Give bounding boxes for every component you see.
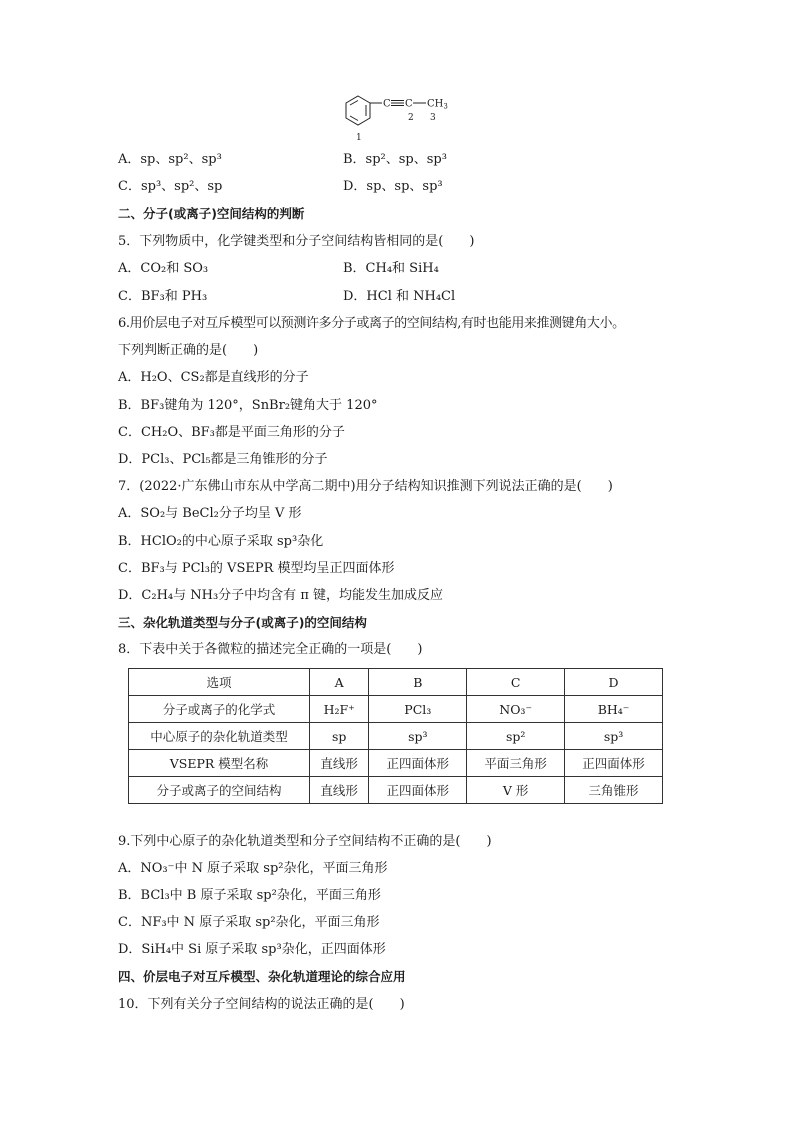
q9-option-c: C．NF₃中 N 原子采取 sp²杂化，平面三角形 (118, 915, 380, 930)
table-cell: 三角锥形 (565, 777, 663, 804)
q4-option-c: C．sp³、sp²、sp (118, 179, 223, 194)
q5-option-c: C．BF₃和 PH₃ (118, 289, 208, 304)
table-cell: PCl₃ (369, 696, 467, 723)
q5-option-a: A．CO₂和 SO₃ (118, 261, 209, 276)
table-cell: NO₃⁻ (467, 696, 565, 723)
table-cell: H₂F⁺ (310, 696, 369, 723)
table-cell: 中心原子的杂化轨道类型 (129, 723, 310, 750)
atom-number-3: 3 (430, 113, 436, 123)
q8-table (128, 668, 663, 804)
table-cell: 直线形 (310, 750, 369, 777)
q7-option-b: B．HClO₂的中心原子采取 sp³杂化 (118, 534, 324, 549)
section-4-heading: 四、价层电子对互斥模型、杂化轨道理论的综合应用 (118, 969, 406, 984)
q4-option-b: B．sp²、sp、sp³ (343, 152, 447, 167)
table-row (129, 777, 663, 804)
table-cell: D (565, 669, 663, 696)
q7-stem: 7．(2022·广东佛山市东从中学高二期中)用分子结构知识推测下列说法正确的是( ) (118, 479, 613, 494)
table-row (129, 723, 663, 750)
table-cell: sp³ (369, 723, 467, 750)
q5-option-d: D．HCl 和 NH₄Cl (343, 289, 456, 304)
q6-option-c: C．CH₂O、BF₃都是平面三角形的分子 (118, 425, 345, 440)
phenylpropyne-structure (336, 92, 460, 144)
carbon-2-label: C (383, 98, 391, 110)
table-row (129, 750, 663, 777)
q5-option-b: B．CH₄和 SiH₄ (343, 261, 439, 276)
atom-number-1: 1 (356, 133, 362, 143)
table-cell: 平面三角形 (467, 750, 565, 777)
table-cell: 分子或离子的空间结构 (129, 777, 310, 804)
atom-number-2: 2 (408, 113, 414, 123)
q9-option-d: D．SiH₄中 Si 原子采取 sp³杂化，正四面体形 (118, 942, 386, 957)
section-2-heading: 二、分子(或离子)空间结构的判断 (118, 206, 305, 221)
q7-option-a: A．SO₂与 BeCl₂分子均呈 V 形 (118, 506, 302, 521)
table-cell: 正四面体形 (565, 750, 663, 777)
table-cell: VSEPR 模型名称 (129, 750, 310, 777)
table-cell: sp³ (565, 723, 663, 750)
q9-option-b: B．BCl₃中 B 原子采取 sp²杂化，平面三角形 (118, 888, 381, 903)
q5-stem: 5．下列物质中，化学键类型和分子空间结构皆相同的是( ) (118, 234, 475, 249)
carbon-3-label: C (405, 98, 413, 110)
q6-option-b: B．BF₃键角为 120°，SnBr₂键角大于 120° (118, 398, 378, 413)
q4-option-a: A．sp、sp²、sp³ (118, 152, 222, 167)
table-cell: BH₄⁻ (565, 696, 663, 723)
table-cell: 直线形 (310, 777, 369, 804)
section-3-heading: 三、杂化轨道类型与分子(或离子)的空间结构 (118, 615, 367, 630)
q4-option-d: D．sp、sp、sp³ (343, 179, 443, 194)
table-cell: 选项 (129, 669, 310, 696)
table-cell: V 形 (467, 777, 565, 804)
q6-stem-line2: 下列判断正确的是( ) (118, 343, 259, 358)
table-cell: B (369, 669, 467, 696)
table-cell: A (310, 669, 369, 696)
q9-stem: 9.下列中心原子的杂化轨道类型和分子空间结构不正确的是( ) (118, 834, 492, 849)
table-row (129, 696, 663, 723)
q8-stem: 8．下表中关于各微粒的描述完全正确的一项是( ) (118, 642, 423, 657)
table-cell: C (467, 669, 565, 696)
table-cell: sp (310, 723, 369, 750)
q7-option-c: C．BF₃与 PCl₃的 VSEPR 模型均呈正四面体形 (118, 561, 395, 576)
methyl-label: $CH_3$ (427, 98, 448, 111)
q6-option-d: D．PCl₃、PCl₅都是三角锥形的分子 (118, 452, 328, 467)
q6-stem-line1: 6.用价层电子对互斥模型可以预测许多分子或离子的空间结构,有时也能用来推测键角大小。 (118, 316, 625, 331)
table-cell: 正四面体形 (369, 750, 467, 777)
table-cell: 分子或离子的化学式 (129, 696, 310, 723)
table-cell: sp² (467, 723, 565, 750)
q10-stem: 10．下列有关分子空间结构的说法正确的是( ) (118, 997, 405, 1012)
q7-option-d: D．C₂H₄与 NH₃分子中均含有 π 键，均能发生加成反应 (118, 588, 443, 603)
q6-option-a: A．H₂O、CS₂都是直线形的分子 (118, 370, 309, 385)
table-cell: 正四面体形 (369, 777, 467, 804)
table-row (129, 669, 663, 696)
q9-option-a: A．NO₃⁻中 N 原子采取 sp²杂化，平面三角形 (118, 861, 388, 876)
